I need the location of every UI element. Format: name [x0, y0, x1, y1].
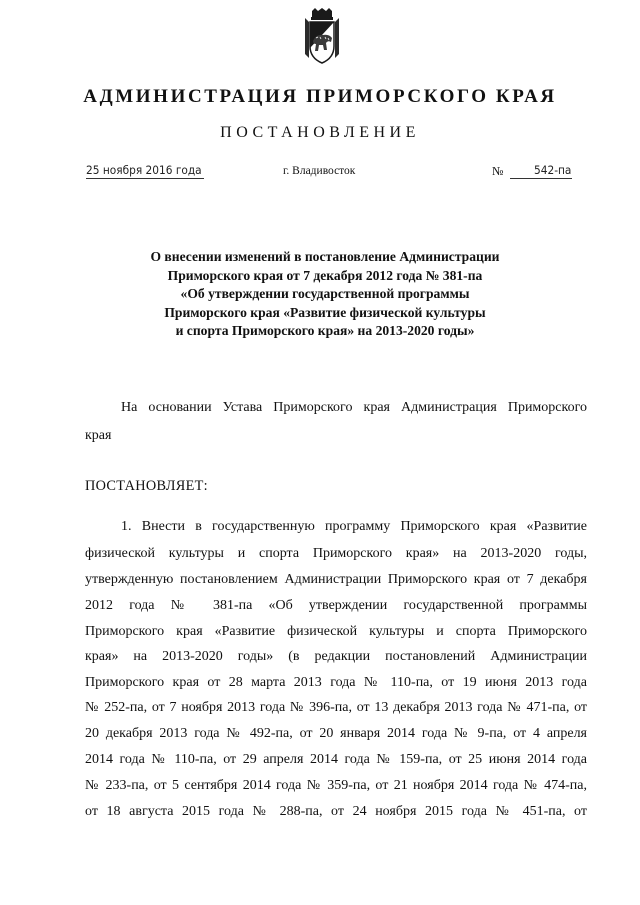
clause-line: 2014 года № 110-па, от 29 апреля 2014 года № 159-па, от 25 июня 2014 года [85, 752, 587, 767]
subject-line: Приморского края от 7 декабря 2012 года № 381-па [167, 267, 483, 283]
document-subject [120, 248, 530, 341]
subject-line: «Об утверждении государственной программы [180, 286, 470, 301]
coat-of-arms-icon [299, 8, 345, 66]
clause-line: № 252-па, от 7 ноября 2013 года № 396-па, от 13 декабря 2013 года № 471-па, от [85, 700, 587, 715]
decree-heading: ПОСТАНОВЛЯЕТ: [85, 478, 208, 494]
clause-line: утвержденную постановлением Администрации Приморского края от 7 декабря [85, 572, 587, 587]
organization-title: АДМИНИСТРАЦИЯ ПРИМОРСКОГО КРАЯ [83, 86, 557, 107]
clause-line: Приморского края «Развитие физической культуры и спорта Приморского [85, 624, 587, 639]
document-number: 542-па [534, 163, 572, 177]
subject-line: и спорта Приморского края» на 2013-2020 годы» [175, 323, 475, 338]
clause-line: Приморского края от 28 марта 2013 года № 110-па, от 19 июня 2013 года [85, 675, 587, 690]
clause-line: физической культуры и спорта Приморского края» на 2013-2020 годы, [85, 546, 587, 561]
document-type: ПОСТАНОВЛЕНИЕ [220, 124, 420, 141]
document-date: 25 ноября 2016 года [86, 163, 202, 177]
number-underline [510, 178, 572, 179]
subject-line: О внесении изменений в постановление Администрации [150, 249, 500, 264]
clause-line: 2012 года № 381-па «Об утверждении государственной программы [85, 598, 587, 613]
clause-line: № 233-па, от 5 сентября 2014 года № 359-па, от 21 ноября 2014 года № 474-па, [85, 778, 587, 793]
basis-paragraph-line: края [85, 428, 112, 443]
subject-line: Приморского края «Развитие физической культуры [164, 304, 486, 320]
clause-line: 20 декабря 2013 года № 492-па, от 20 января 2014 года № 9-па, от 4 апреля [85, 726, 587, 741]
number-sign: № [492, 164, 504, 178]
basis-paragraph-line: На основании Устава Приморского края Администрация Приморского [121, 400, 587, 415]
clause-line: от 18 августа 2015 года № 288-па, от 24 ноября 2015 года № 451-па, от [85, 804, 587, 819]
date-underline [86, 178, 204, 179]
clause-line: 1. Внести в государственную программу Приморского края «Развитие [121, 519, 587, 534]
clause-line: края» на 2013-2020 годы» (в редакции постановлений Администрации [85, 649, 587, 664]
document-city: г. Владивосток [283, 165, 356, 177]
